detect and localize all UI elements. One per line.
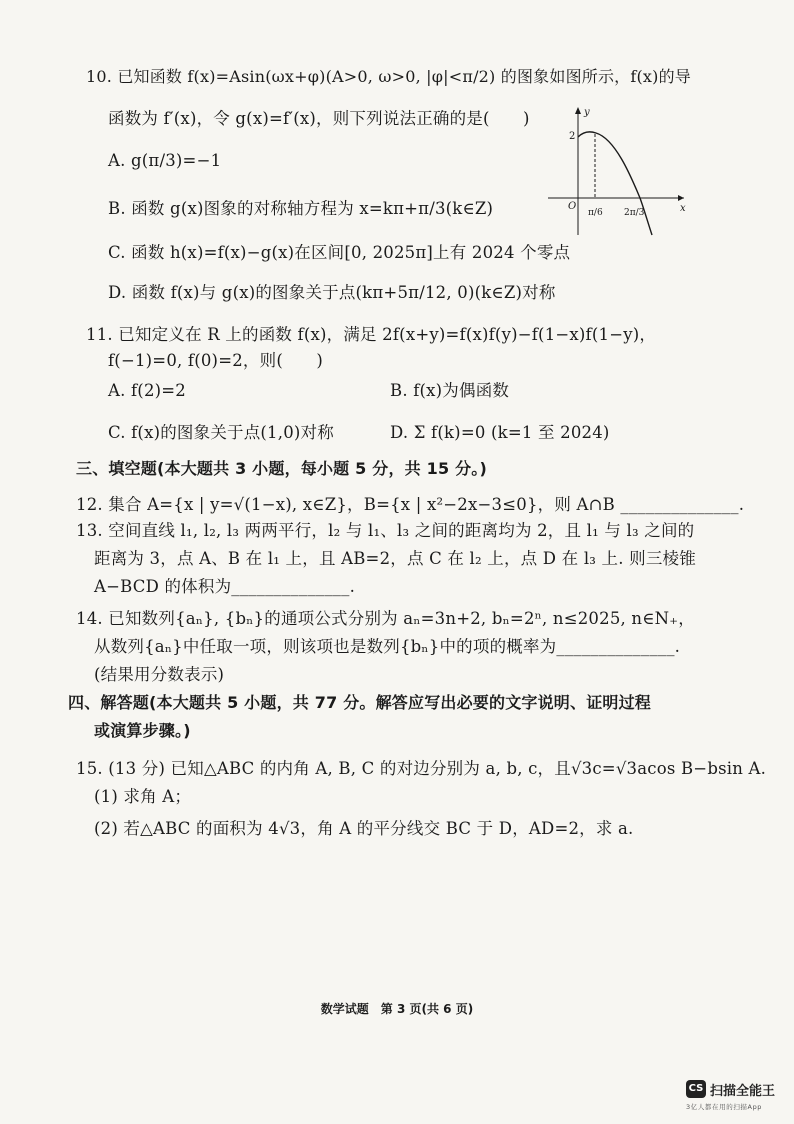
q10-option-b: B. 函数 g(x)图象的对称轴方程为 x=kπ+π/3(k∈Z) — [108, 199, 494, 218]
q11-option-b: B. f(x)为偶函数 — [390, 381, 510, 400]
section-4-heading-line2: 或演算步骤。) — [94, 721, 191, 740]
q10-stem-line1: 10. 已知函数 f(x)=Asin(ωx+φ)(A>0, ω>0, |φ|<π/2) 的图象如图所示，f(x)的导 — [86, 67, 691, 86]
q15-part2: (2) 若△ABC 的面积为 4√3，角 A 的平分线交 BC 于 D，AD=2，求 a. — [94, 819, 634, 838]
q15-part1: (1) 求角 A； — [94, 787, 192, 806]
sine-curve — [578, 132, 652, 235]
origin-label: O — [568, 201, 577, 212]
x-tick-pi-over-6: π/6 — [588, 208, 603, 218]
y-axis-label: y — [584, 107, 590, 118]
q14-line3: (结果用分数表示) — [94, 665, 225, 684]
scanner-logo-icon: CS — [686, 1080, 706, 1098]
section-3-heading: 三、填空题(本大题共 3 小题，每小题 5 分，共 15 分。) — [76, 459, 487, 478]
function-graph — [544, 103, 689, 238]
y-tick-label: 2 — [569, 131, 576, 142]
q13-line3: A−BCD 的体积为______________. — [94, 577, 356, 596]
x-tick-2pi-over-3: 2π/3 — [624, 208, 645, 218]
q14-line1: 14. 已知数列{aₙ}, {bₙ}的通项公式分别为 aₙ=3n+2, bₙ=2ⁿ, n≤2025, n∈N₊， — [76, 609, 695, 628]
q13-line1: 13. 空间直线 l₁, l₂, l₃ 两两平行，l₂ 与 l₁、l₃ 之间的距离均为 2，且 l₁ 与 l₃ 之间的 — [76, 521, 695, 540]
q11-stem-line2: f(−1)=0, f(0)=2，则( ) — [108, 351, 323, 370]
section-4-heading-line1: 四、解答题(本大题共 5 小题，共 77 分。解答应写出必要的文字说明、证明过程 — [68, 693, 651, 712]
x-axis-label: x — [680, 203, 686, 214]
x-axis-arrow — [678, 195, 684, 201]
q10-stem-line2: 函数为 f′(x)，令 g(x)=f′(x)，则下列说法正确的是( ) — [108, 109, 530, 128]
q12-stem: 12. 集合 A={x | y=√(1−x), x∈Z}，B={x | x²−2x−3≤0}，则 A∩B ______________. — [76, 495, 745, 514]
q11-option-d: D. Σ f(k)=0 (k=1 至 2024) — [390, 423, 610, 442]
q15-stem: 15. (13 分) 已知△ABC 的内角 A, B, C 的对边分别为 a, b, c，且√3c=√3acos B−bsin A. — [76, 759, 767, 778]
y-axis-arrow — [575, 107, 581, 114]
scanner-watermark — [686, 1078, 786, 1118]
q10-option-c: C. 函数 h(x)=f(x)−g(x)在区间[0, 2025π]上有 2024 个零点 — [108, 243, 571, 262]
q11-option-c: C. f(x)的图象关于点(1,0)对称 — [108, 423, 334, 442]
page-footer: 数学试题 第 3 页(共 6 页) — [320, 1002, 474, 1016]
scanner-app-name: 扫描全能王 — [710, 1084, 776, 1099]
scanner-tagline: 3亿人都在用的扫描App — [686, 1103, 763, 1111]
q10-option-a: A. g(π/3)=−1 — [108, 151, 222, 170]
q10-option-d: D. 函数 f(x)与 g(x)的图象关于点(kπ+5π/12, 0)(k∈Z)对称 — [108, 283, 556, 302]
q14-line2: 从数列{aₙ}中任取一项，则该项也是数列{bₙ}中的项的概率为______________. — [94, 637, 681, 656]
q11-stem-line1: 11. 已知定义在 R 上的函数 f(x)，满足 2f(x+y)=f(x)f(y)−f(1−x)f(1−y)， — [86, 325, 657, 344]
q13-line2: 距离为 3，点 A、B 在 l₁ 上，且 AB=2，点 C 在 l₂ 上，点 D 在 l₃ 上. 则三棱锥 — [94, 549, 696, 568]
q11-option-a: A. f(2)=2 — [108, 381, 187, 400]
